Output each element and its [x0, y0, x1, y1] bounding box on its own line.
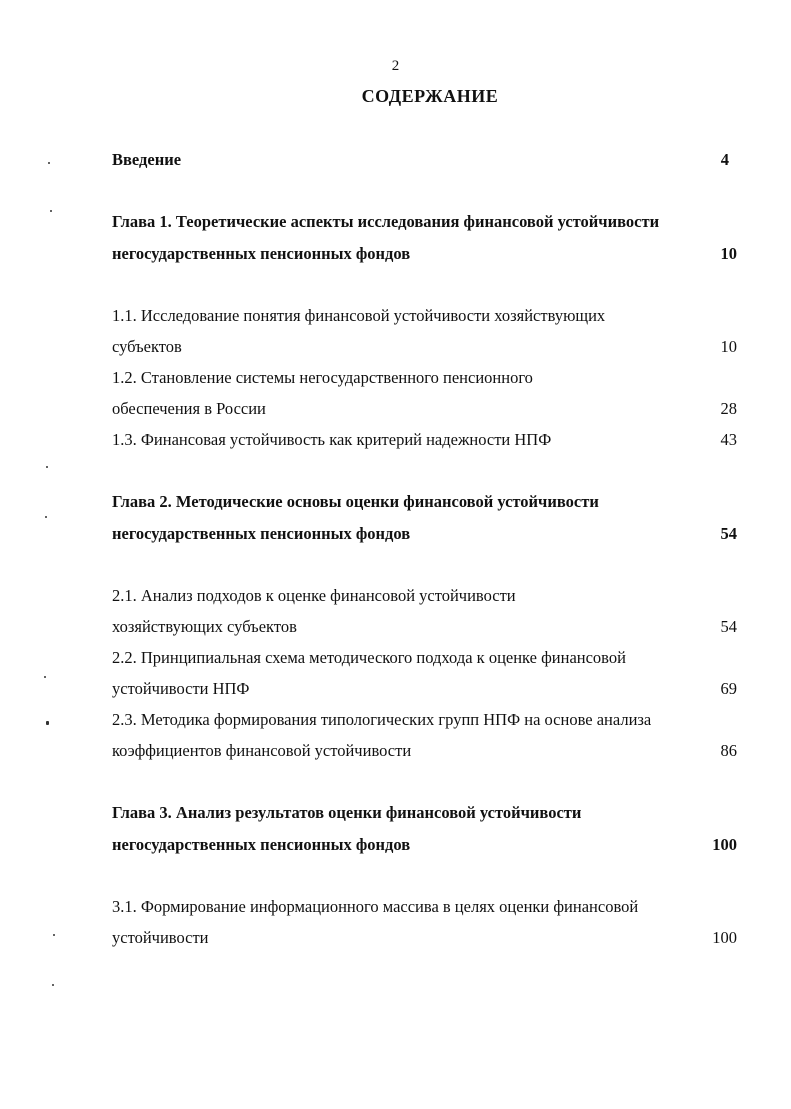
page-number: 2 [391, 58, 400, 74]
toc-ch3-line1: Глава 3. Анализ результатов оценки финансовой устойчивости [112, 803, 582, 822]
toc-s1-1-line1: 1.1. Исследование понятия финансовой устойчивости хозяйствующих [112, 306, 606, 325]
scan-speck [53, 934, 55, 936]
toc-ch3-line2: негосударственных пенсионных фондов [112, 835, 411, 854]
toc-s2-3-page: 86 [720, 741, 737, 760]
toc-ch2-line2: негосударственных пенсионных фондов [112, 524, 411, 543]
toc-ch2-page: 54 [720, 524, 737, 543]
toc-s1-2-page: 28 [720, 399, 737, 418]
toc-ch1-line2: негосударственных пенсионных фондов [112, 244, 411, 263]
scan-speck [50, 210, 52, 212]
toc-s1-3-page: 43 [720, 430, 737, 449]
toc-s1-1-page: 10 [720, 337, 737, 356]
scan-speck [46, 466, 48, 468]
toc-s2-2-line1: 2.2. Принципиальная схема методического подхода к оценке финансовой [112, 648, 626, 667]
scan-speck [48, 162, 50, 164]
toc-s1-3-line1: 1.3. Финансовая устойчивость как критерий надежности НПФ [112, 430, 552, 449]
toc-ch1-line1: Глава 1. Теоретические аспекты исследования финансовой устойчивости [112, 212, 660, 231]
scan-speck [44, 676, 46, 678]
toc-s3-1-line1: 3.1. Формирование информационного массива в целях оценки финансовой [112, 897, 639, 916]
toc-s1-2-line1: 1.2. Становление системы негосударственного пенсионного [112, 368, 533, 387]
toc-s2-1-page: 54 [720, 617, 737, 636]
toc-s2-2-line2: устойчивости НПФ [112, 679, 250, 698]
toc-s1-2-line2: обеспечения в России [112, 399, 266, 418]
toc-s1-1-line2: субъектов [112, 337, 182, 356]
toc-ch3-page: 100 [712, 835, 737, 854]
toc-s2-1-line2: хозяйствующих субъектов [112, 617, 297, 636]
scan-speck [46, 721, 49, 725]
scan-speck [52, 984, 54, 986]
toc-ch2-line1: Глава 2. Методические основы оценки финансовой устойчивости [112, 492, 599, 511]
page-title: СОДЕРЖАНИЕ [361, 86, 499, 106]
toc-s2-2-page: 69 [720, 679, 737, 698]
toc-s2-3-line2: коэффициентов финансовой устойчивости [112, 741, 412, 760]
scan-speck [45, 516, 47, 518]
toc-ch1-page: 10 [720, 244, 737, 263]
toc-s3-1-page: 100 [712, 928, 737, 947]
toc-s2-3-line1: 2.3. Методика формирования типологических групп НПФ на основе анализа [112, 710, 652, 729]
toc-s3-1-line2: устойчивости [112, 928, 209, 947]
toc-s2-1-line1: 2.1. Анализ подходов к оценке финансовой устойчивости [112, 586, 516, 605]
toc-intro-page: 4 [720, 150, 729, 169]
toc-intro-label: Введение [112, 150, 182, 169]
